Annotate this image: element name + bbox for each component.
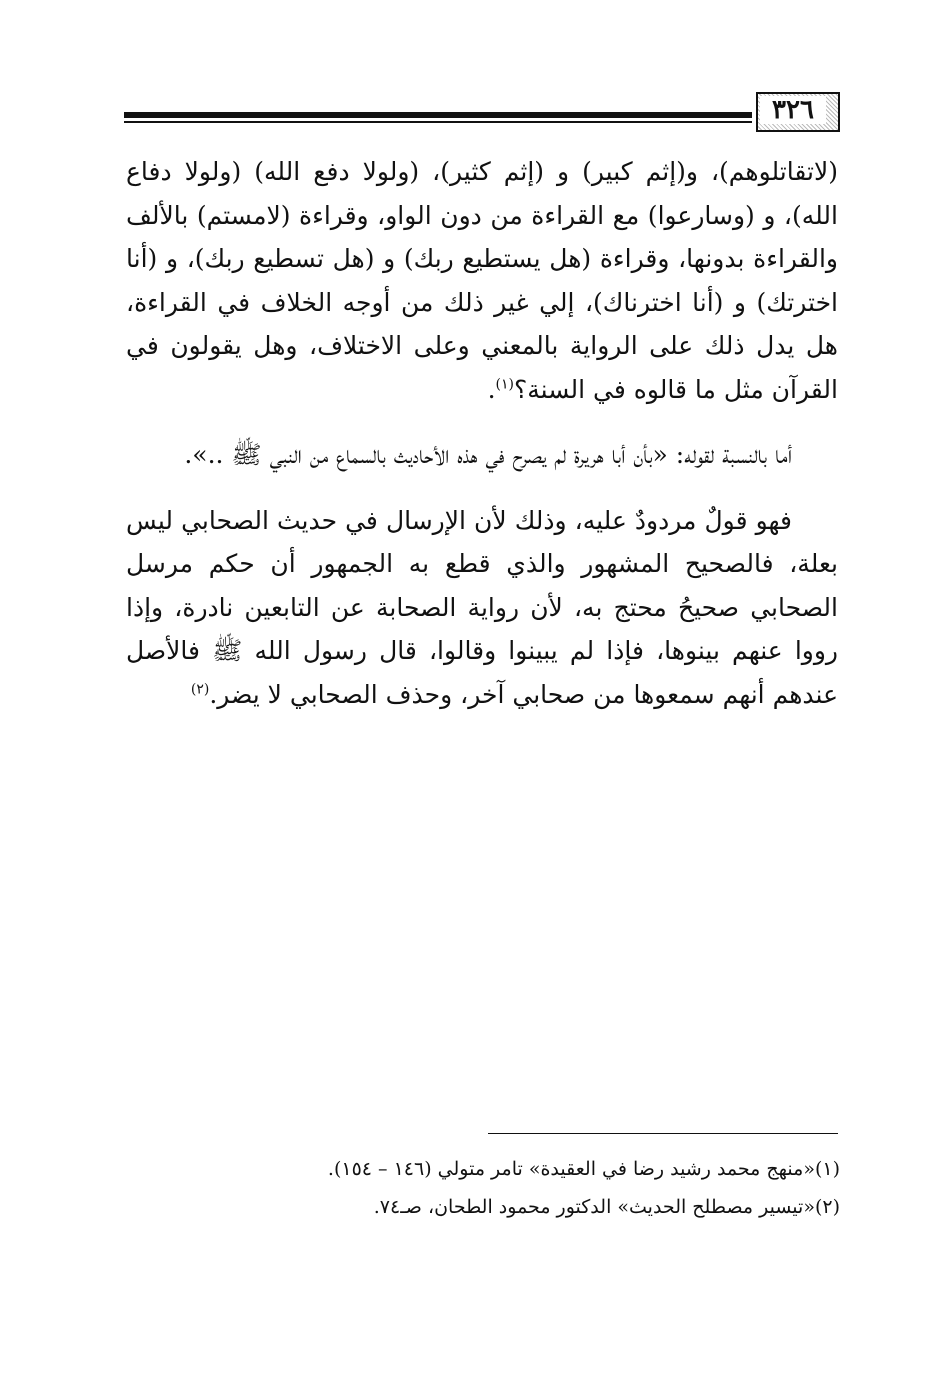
- body-text: [126, 150, 838, 716]
- paragraph-1-end: .: [487, 374, 496, 404]
- footnote-2: (٢)«تيسير مصطلح الحديث» الدكتور محمود الطحان، صـ٧٤.: [373, 1196, 840, 1218]
- paragraph-3-text: فهو قولٌ مردودٌ عليه، وذلك لأن الإرسال في حديث الصحابي ليس بعلة، فالصحيح المشهور والذي قطع به الجمهور أن حكم مرسل الصحابي صحيحُ محتج به، لأن رواية الصحابة عن التابعين نادرة، وإذا رووا عنهم بينوها، فإذا لم يبينوا وقالوا، قال رسول الله ﷺ فالأصل عندهم أنهم سمعوها من صحابي آخر، وحذف الصحابي لا يضر.: [126, 505, 839, 709]
- footnotes: [200, 1150, 840, 1226]
- paragraph-1: [126, 150, 838, 411]
- page-number: ٣٢٦: [760, 96, 826, 124]
- page-number-box: [756, 92, 840, 132]
- paragraph-1-text: (لاتقاتلوهم)، و(إثم كبير) و (إثم كثير)، (ولولا دفع الله) (ولولا دفاع الله)، و (وسارعوا) مع القراءة من دون الواو، وقراءة (لامستم) بالألف والقراءة بدونها، وقراءة (هل يستطيع ربك) و (هل تسطيع ربك)، و (أنا اخترتك) و (أنا اخترناك)، إلي غير ذلك من أوجه الخلاف في القراءة، هل يدل ذلك على الرواية بالمعني وعلى الاختلاف، وهل يقولون في القرآن مثل ما قالوه في السنة؟: [126, 157, 838, 404]
- footnote-ref-2: (٢): [190, 681, 210, 698]
- paragraph-3: [126, 499, 838, 717]
- header-rule-thin: [124, 121, 752, 123]
- footnote-1: (١)«منهج محمد رشيد رضا في العقيدة» تامر متولي (١٤٦ – ١٥٤).: [327, 1158, 840, 1180]
- header-rule-thick: [124, 112, 752, 118]
- paragraph-2: أما بالنسبة لقوله: «بأن أبا هريرة لم يصرح في هذه الأحاديث بالسماع من النبي ﷺ ..».: [184, 440, 792, 469]
- page-header: [124, 92, 840, 136]
- footnote-separator: [488, 1133, 838, 1134]
- footnote-ref-1: (١): [495, 376, 514, 393]
